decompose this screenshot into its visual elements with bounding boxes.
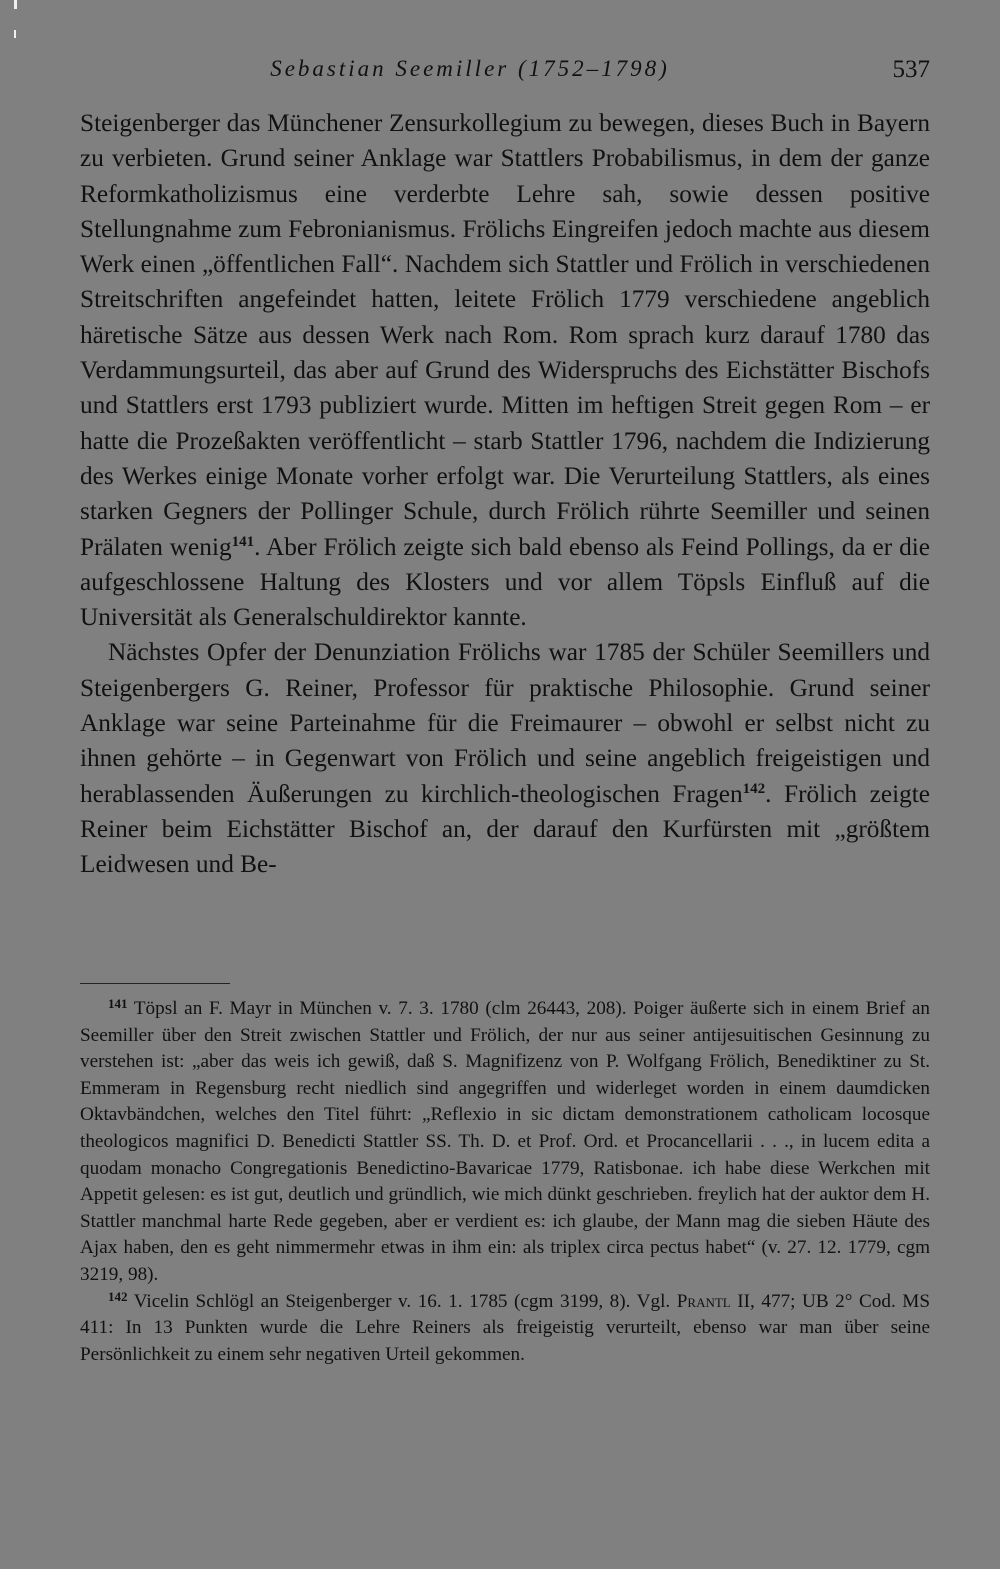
paragraph-text: . Frölich zeigte Reiner beim Eichstätter Bischof an, der darauf den Kurfürsten mit „größtem Leidwesen und Be-: [80, 779, 931, 879]
footnote-text: II, 477; UB 2° Cod. MS 411: In 13 Punkten wurde die Lehre Reiners als freigeistig verurteilt, ebenso war man über seine Persönlichkeit zu einem sehr negativen Urteil gekommen.: [80, 1290, 931, 1365]
footnote-text: Töpsl an F. Mayr in München v. 7. 3. 1780 (clm 26443, 208). Poiger äußerte sich in einem Brief an Seemiller über den Streit zwischen Stattler und Frölich, der nur aus seiner antijesuitischen Gesinnung zu verstehen ist: „aber das weis ich gewiß, daß S. Magnifizenz von P. Wolfgang Frölich, Benediktiner zu St. Emmeram in Regensburg recht niedlich sind angegriffen und widerleget worden in einem daumdicken Oktavbändchen, welches den Titel führt: „Reflexio in sic dictam demonstrationem catholicam locosque theologicos magnifici D. Benedicti Stattler SS. Th. D. et Prof. Ord. et Procancellarii . . ., in lucem edita a quodam monacho Congregationis Benedictino-Bavaricae 1779, Ratisbonae. ich habe diese Werkchen mit Appetit gelesen: es ist gut, deutlich und gründlich, wie mich dünkt geschrieben. freylich hat der auktor dem H. Stattler manchmal harte Rede gegeben, aber er verdient es: ich glaube, der Mann mag die sieben Häute des Ajax haben, den es geht nimmermehr etwas in ihm ein: als triplex circa pectus habet“ (v. 27. 12. 1779, cgm 3219, 98).: [80, 998, 930, 1285]
footnote: [80, 996, 930, 1289]
paragraph-text: Nächstes Opfer der Denunziation Frölichs war 1785 der Schüler Seemillers und Steigenbergers G. Reiner, Professor für praktische Philosophie. Grund seiner Anklage war seine Parteinahme für die Freimaurer – obwohl er selbst nicht zu ihnen gehörte – in Gegenwart von Frölich und seine angeblich freigeistigen und herablassenden Äußerungen zu kirchlich-theologischen Fragen: [80, 638, 930, 808]
footnote-number: 142: [108, 1288, 128, 1304]
footnote-number: 141: [108, 996, 128, 1011]
paragraph: [80, 635, 930, 882]
scan-edge-mark: [14, 0, 17, 9]
main-text: [80, 106, 930, 883]
footnote-reference[interactable]: 141: [231, 533, 255, 550]
footnotes: [80, 996, 930, 1368]
footnote-reference[interactable]: 142: [742, 780, 766, 797]
running-head: Sebastian Seemiller (1752–1798): [270, 56, 670, 81]
footnote-text: Vicelin Schlögl an Steigenberger v. 16. 1. 1785 (cgm 3199, 8). Vgl.: [133, 1290, 677, 1312]
paragraph: [80, 106, 930, 635]
paragraph-text: Steigenberger das Münchener Zensurkollegium zu bewegen, dieses Buch in Bayern zu verbieten. Grund seiner Anklage war Stattlers Probabilismus, in dem der ganze Reformkatholizismus eine verderbte Lehre sah, sowie dessen positive Stellungnahme zum Febronianismus. Frölichs Eingreifen jedoch machte aus diesem Werk einen „öffentlichen Fall“. Nachdem sich Stattler und Frölich in verschiedenen Streitschriften angefeindet hatten, leitete Frölich 1779 verschiedene angeblich häretische Sätze aus dessen Werk nach Rom. Rom sprach kurz darauf 1780 das Verdammungsurteil, das aber auf Grund des Widerspruchs des Eichstätter Bischofs und Stattlers erst 1793 publiziert wurde. Mitten im heftigen Streit gegen Rom – er hatte die Prozeßakten veröffentlicht – starb Stattler 1796, nachdem die Indizierung des Werkes einige Monate vorher erfolgt war. Die Verurteilung Stattlers, als eines starken Gegners der Pollinger Schule, durch Frölich rührte Seemiller und seinen Prälaten wenig: [80, 109, 930, 561]
paragraph-text: . Aber Frölich zeigte sich bald ebenso als Feind Pollings, da er die aufgeschlossene Haltung des Klosters und vor allem Töpsls Einfluß auf die Universität als Generalschuldirektor kannte.: [80, 532, 931, 632]
page-header: [80, 52, 930, 92]
footnote-divider: [80, 983, 230, 984]
footnote: [80, 1289, 930, 1369]
author-name-smallcaps: Prantl: [676, 1290, 731, 1312]
page-number: 537: [892, 56, 930, 83]
scan-edge-mark: [14, 30, 16, 38]
